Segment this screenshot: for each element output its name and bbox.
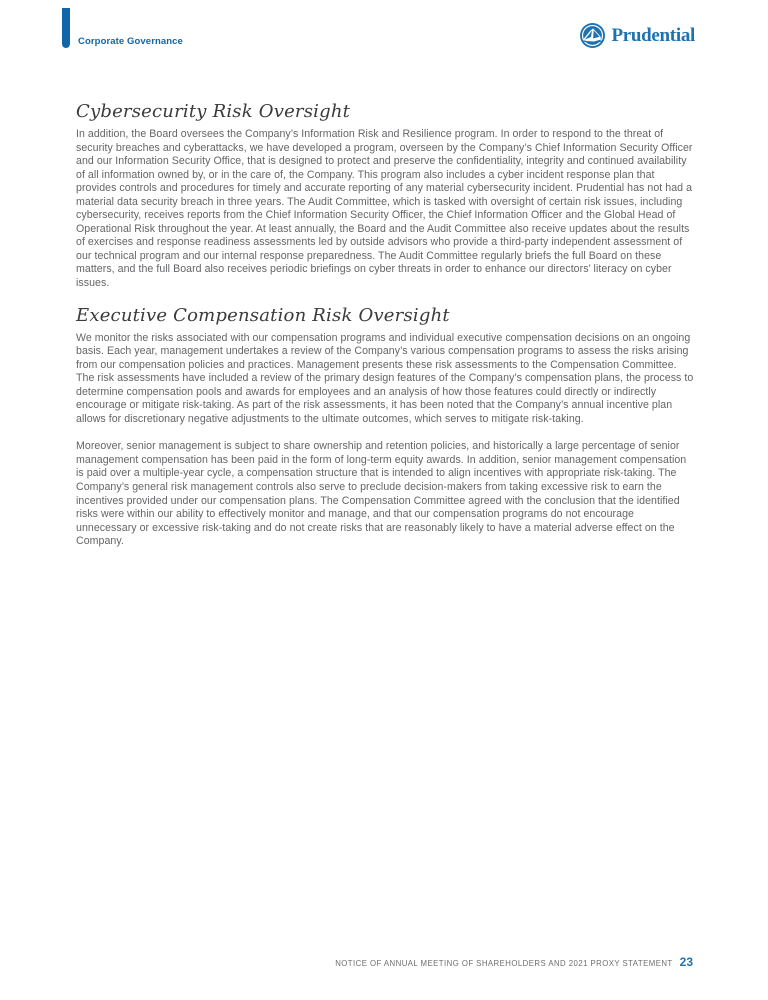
paragraph: We monitor the risks associated with our compensation programs and individual executive compensation decisions on an ongoing basis. Each year, management undertakes a review of the Company’s various compensation programs to assess the risks arising from our compensation policies and practices. Management presents these risk assessments to the Compensation Committee. The risk assessments have included a review of the primary design features of the Company’s compensation plans, the process to determine compensation pools and awards for employees and an analysis of how those features could directly or indirectly encourage or mitigate risk-taking. As part of the risk assessments, it has been noted that the Company’s annual incentive plan allows for discretionary negative adjustments to the ultimate outcomes, which serves to mitigate risk-taking. xyxy=(76,331,694,425)
page-number: 23 xyxy=(679,955,693,969)
prudential-rock-icon xyxy=(580,23,605,48)
prudential-wordmark: Prudential xyxy=(611,24,695,46)
paragraph: Moreover, senior management is subject to share ownership and retention policies, and historically a large percentage of senior management compensation has been paid in the form of long-term equity awards. In addition, senior management compensation is paid over a multiple-year cycle, a compensation structure that is intended to align incentives with appropriate risk-taking. The Company’s general risk management controls also serve to preclude decision-makers from taking excessive risk to earn the incentives provided under our compensation plans. The Compensation Committee agreed with the conclusion that the identified risks were within our ability to effectively monitor and manage, and that our compensation programs do not encourage unnecessary or excessive risk-taking and do not create risks that are reasonably likely to have a material adverse effect on the Company. xyxy=(76,440,687,548)
section-executive-compensation-risk-oversight xyxy=(76,305,694,549)
page-footer xyxy=(335,955,693,969)
paragraph: In addition, the Board oversees the Company’s Information Risk and Resilience program. In order to respond to the threat of security breaches and cyberattacks, we have developed a program, overseen by the Company’s Chief Information Security Officer and our Information Security Office, that is designed to protect and preserve the confidentiality, integrity and continued availability of all information owned by, or in the care of, the Company. This program also includes a cyber incident response plan that provides controls and procedures for timely and accurate reporting of any material cybersecurity incident. Prudential has not had a material data security breach in three years. The Audit Committee, which is tasked with oversight of certain risk issues, including cybersecurity, receives reports from the Chief Information Security Officer, the Chief Information Officer and the Global Head of Operational Risk throughout the year. At least annually, the Board and the Audit Committee also receive updates about the results of exercises and response readiness assessments led by outside advisors who provide a third-party independent assessment of our technical program and our internal response preparedness. The Audit Committee regularly briefs the full Board on these matters, and the full Board also receives periodic briefings on cyber threats in order to enhance our directors’ literacy on cyber issues. xyxy=(76,128,693,290)
section-eyebrow xyxy=(62,8,183,48)
footer-notice-text: NOTICE OF ANNUAL MEETING OF SHAREHOLDERS AND 2021 PROXY STATEMENT xyxy=(335,959,673,968)
section-label: Corporate Governance xyxy=(78,36,183,47)
document-body xyxy=(76,101,694,563)
prudential-logo xyxy=(580,23,695,48)
page-header xyxy=(0,0,768,60)
section-cybersecurity-risk-oversight xyxy=(76,101,694,291)
section-title: Cybersecurity Risk Oversight xyxy=(76,101,351,122)
accent-bar xyxy=(62,8,70,48)
section-title: Executive Compensation Risk Oversight xyxy=(76,304,450,326)
